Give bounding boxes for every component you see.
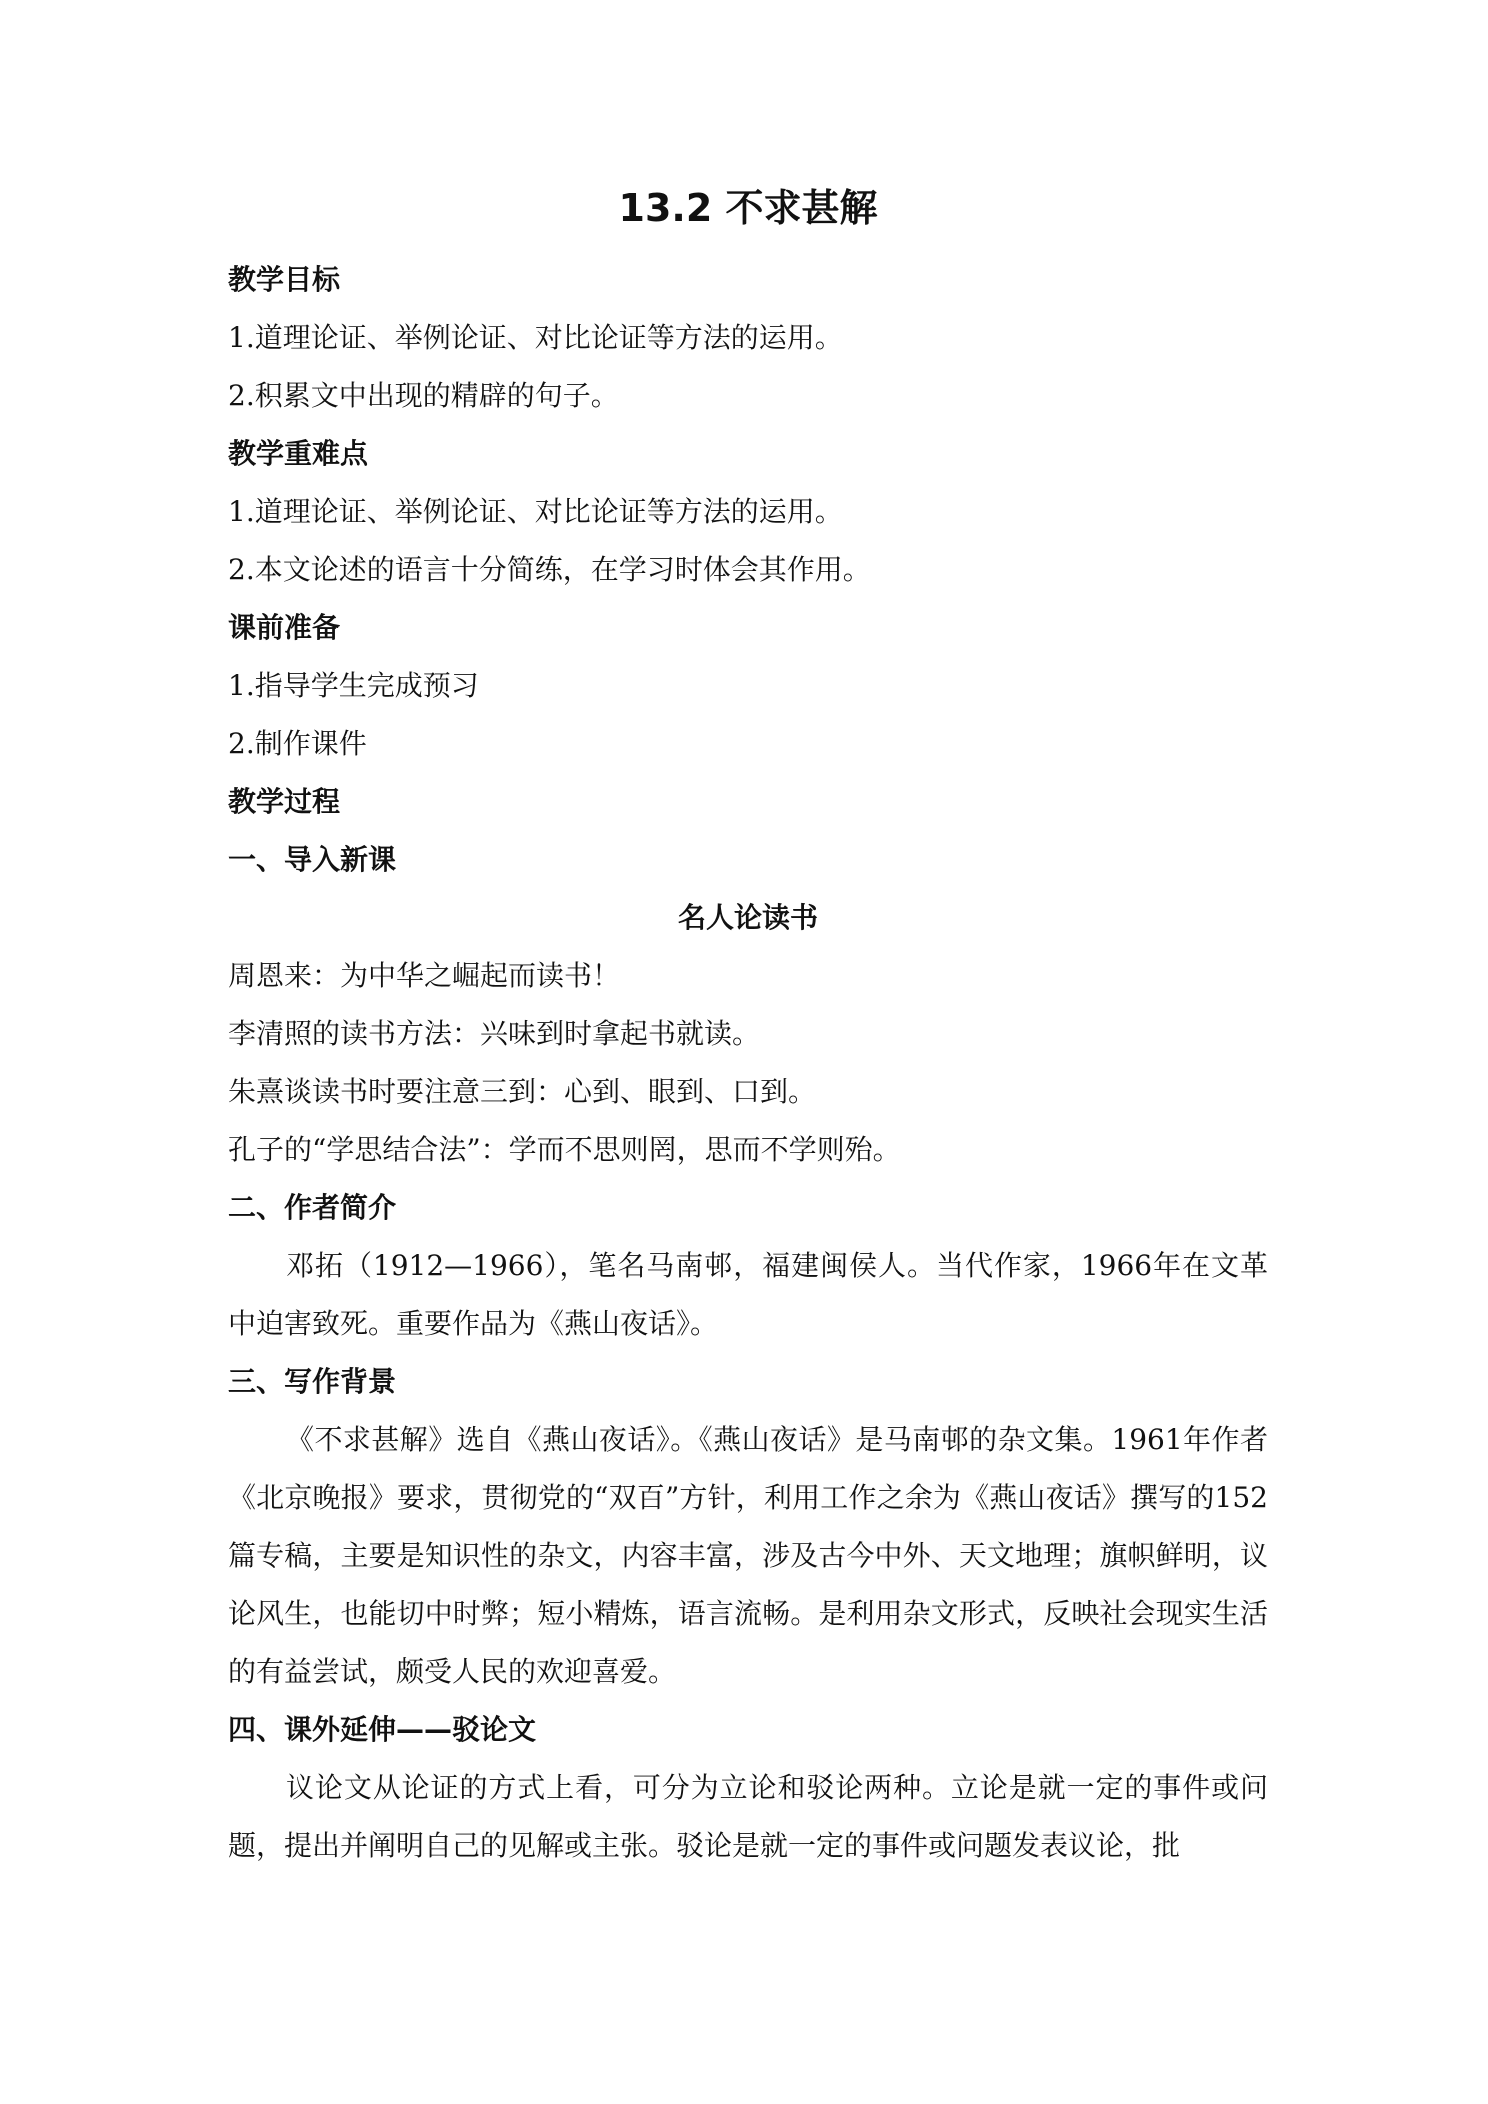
quote-item: 孔子的“学思结合法”：学而不思则罔，思而不学则殆。 [228,1133,901,1166]
page-title: 13.2 不求甚解 [618,186,878,230]
part4-heading: 四、课外延伸——驳论文 [228,1713,537,1746]
goals-heading: 教学目标 [228,263,341,296]
background-paragraph: 《不求甚解》选自《燕山夜话》。《燕山夜话》是马南邨的杂文集。1961年作者《北京晚报》要求，贯彻党的“双百”方针，利用工作之余为《燕山夜话》撰写的152篇专稿，主要是知识性的杂文，内容丰富，涉及古今中外、天文地理；旗帜鲜明，议论风生，也能切中时弊；短小精炼，语言流畅。是利用杂文形式，反映社会现实生活的有益尝试，颇受人民的欢迎喜爱。 [228,1423,1268,1688]
part2-heading: 二、作者简介 [228,1191,397,1224]
part3-heading: 三、写作背景 [228,1365,397,1398]
author-paragraph: 邓拓（1912—1966），笔名马南邨，福建闽侯人。当代作家，1966年在文革中迫害致死。重要作品为《燕山夜话》。 [228,1249,1268,1340]
quote-item: 周恩来：为中华之崛起而读书！ [228,959,621,992]
prep-heading: 课前准备 [228,611,341,644]
quote-item: 朱熹谈读书时要注意三到：心到、眼到、口到。 [228,1075,817,1108]
goal-item: 2.积累文中出现的精辟的句子。 [228,379,619,412]
prep-item: 2.制作课件 [228,727,367,760]
quotes-title: 名人论读书 [677,901,818,934]
quote-item: 李清照的读书方法：兴味到时拿起书就读。 [228,1017,761,1050]
extension-paragraph: 议论文从论证的方式上看，可分为立论和驳论两种。立论是就一定的事件或问题，提出并阐明自己的见解或主张。驳论是就一定的事件或问题发表议论，批 [228,1771,1268,1862]
goal-item: 1.道理论证、举例论证、对比论证等方法的运用。 [228,321,843,354]
key-points-heading: 教学重难点 [228,437,369,470]
prep-item: 1.指导学生完成预习 [228,669,479,702]
process-heading: 教学过程 [228,785,341,818]
key-point-item: 1.道理论证、举例论证、对比论证等方法的运用。 [228,495,843,528]
key-point-item: 2.本文论述的语言十分简练，在学习时体会其作用。 [228,553,871,586]
part1-heading: 一、导入新课 [228,843,397,876]
